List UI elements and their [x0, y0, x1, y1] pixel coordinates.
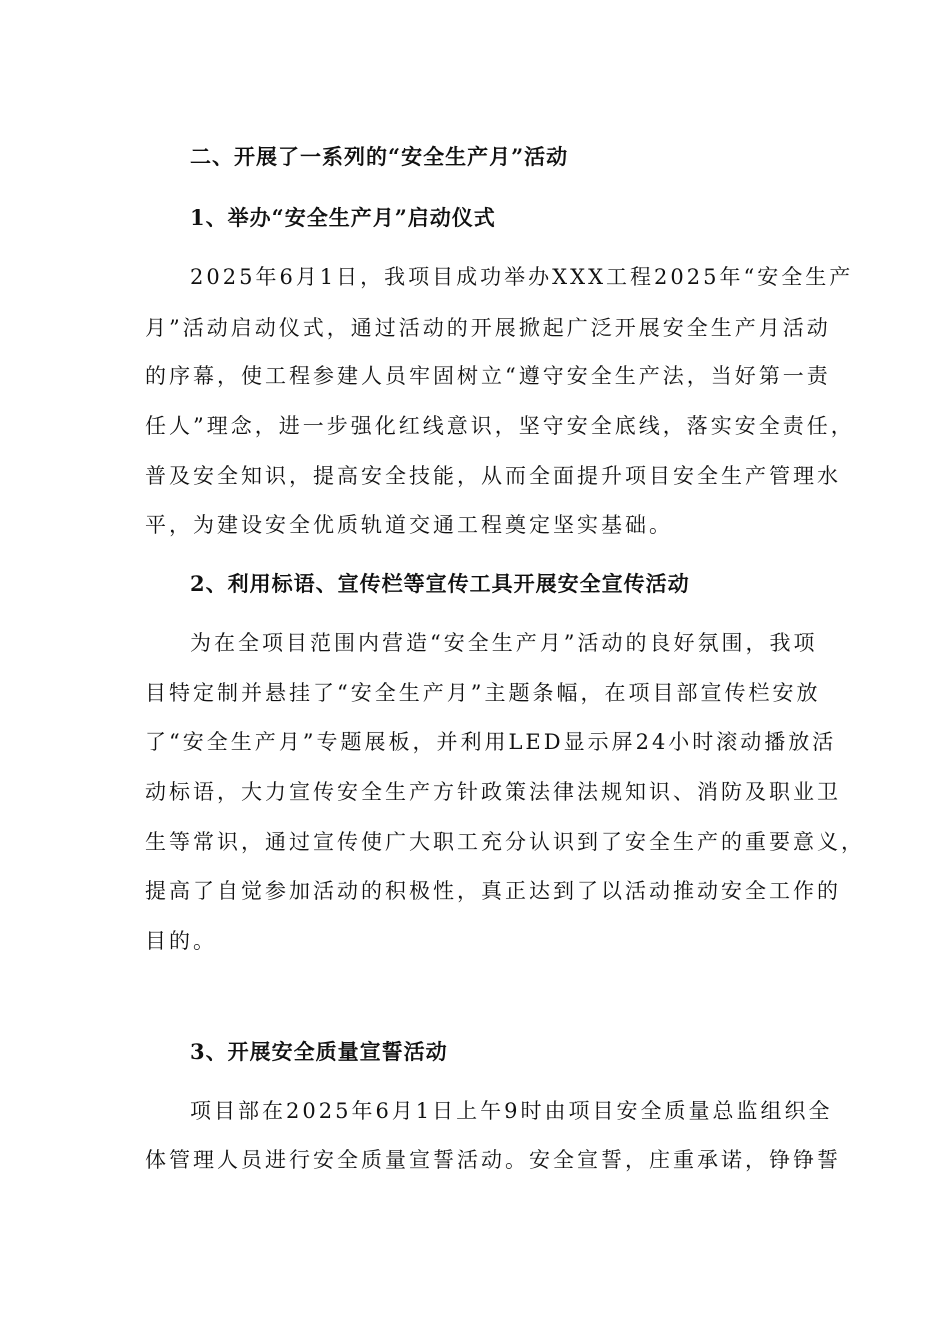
subsection-heading-3: 3、开展安全质量宣誓活动 — [190, 1039, 448, 1064]
paragraph-line: 的序幕，使工程参建人员牢固树立“遵守安全生产法，当好第一责 — [145, 364, 831, 388]
paragraph-line: 为在全项目范围内营造“安全生产月”活动的良好氛围，我项 — [190, 631, 818, 655]
paragraph-line: 任人”理念，进一步强化红线意识，坚守安全底线，落实安全责任， — [145, 414, 855, 438]
paragraph-line: 平，为建设安全优质轨道交通工程奠定坚实基础。 — [145, 513, 673, 537]
subsection-heading-1: 1、举办“安全生产月”启动仪式 — [190, 205, 496, 230]
paragraph-line: 生等常识，通过宣传使广大职工充分认识到了安全生产的重要意义， — [145, 830, 865, 854]
paragraph-line: 提高了自觉参加活动的积极性，真正达到了以活动推动安全工作的 — [145, 879, 841, 903]
paragraph-line: 了“安全生产月”专题展板，并利用LED显示屏24小时滚动播放活 — [145, 730, 837, 754]
paragraph-line: 目的。 — [145, 929, 217, 953]
paragraph-line: 体管理人员进行安全质量宣誓活动。安全宣誓，庄重承诺，铮铮誓 — [145, 1148, 841, 1172]
paragraph-line: 普及安全知识，提高安全技能，从而全面提升项目安全生产管理水 — [145, 464, 841, 488]
paragraph-line: 2025年6月1日，我项目成功举办XXX工程2025年“安全生产 — [190, 265, 854, 289]
paragraph-line: 目特定制并悬挂了“安全生产月”主题条幅，在项目部宣传栏安放 — [145, 681, 821, 705]
subsection-heading-2: 2、利用标语、宣传栏等宣传工具开展安全宣传活动 — [190, 571, 690, 596]
paragraph-line: 月”活动启动仪式，通过活动的开展掀起广泛开展安全生产月活动 — [145, 316, 831, 340]
paragraph-line: 动标语，大力宣传安全生产方针政策法律法规知识、消防及职业卫 — [145, 780, 841, 804]
section-heading: 二、开展了一系列的“安全生产月”活动 — [190, 144, 569, 169]
paragraph-line: 项目部在2025年6月1日上午9时由项目安全质量总监组织全 — [190, 1099, 833, 1123]
